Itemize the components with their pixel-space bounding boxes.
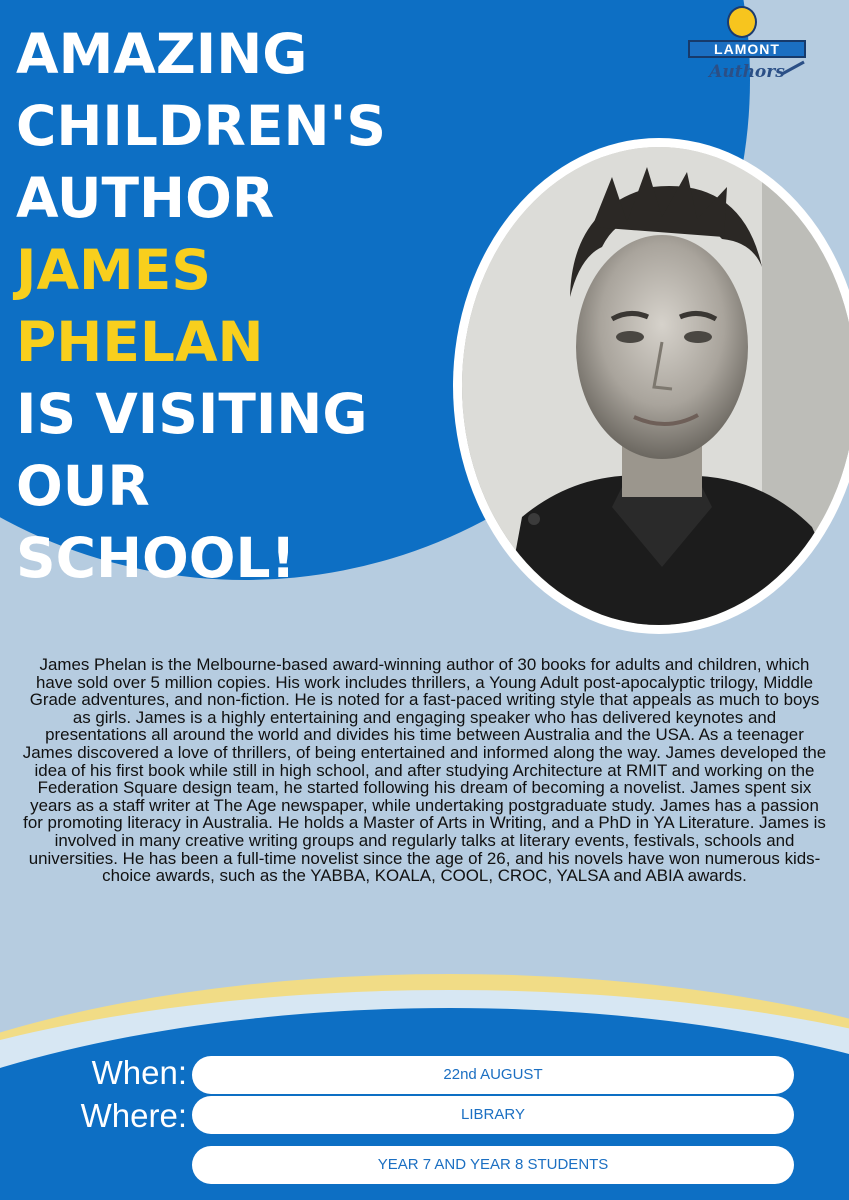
mascot-icon [727,6,757,38]
author-first-name: JAMES [16,238,211,302]
where-label: Where: [80,1097,187,1134]
headline-line-6: SCHOOL! [16,526,296,590]
headline [16,18,386,594]
where-value: LIBRARY [192,1096,794,1134]
when-value: 22nd AUGUST [192,1056,794,1094]
author-portrait [462,147,849,625]
audience-value: YEAR 7 AND YEAR 8 STUDENTS [192,1146,794,1184]
headline-line-3: AUTHOR [16,166,275,230]
logo-brand: LAMONT [714,41,780,57]
headline-line-1: AMAZING [16,22,308,86]
logo-script: Authors [709,62,785,82]
lamont-authors-logo [684,6,810,94]
author-portrait-illustration [462,147,849,625]
headline-line-5: OUR [16,454,150,518]
author-last-name: PHELAN [16,310,264,374]
pencil-icon [780,60,806,76]
headline-line-4: IS VISITING [16,382,368,446]
headline-line-2: CHILDREN'S [16,94,386,158]
when-label: When: [91,1054,187,1091]
author-bio: James Phelan is the Melbourne-based award-winning author of 30 books for adults and children, which have sold over 5 million copies. His work includes thrillers, a Young Adult post-apocalyptic trilogy, Middle Grade adventures, and non-fiction. He is noted for a fast-paced writing style that appeals as much to boys as girls. James is a highly entertaining and engaging speaker who has delivered keynotes and presentations all around the world and divides his time between Australia and the USA. As a teenager James discovered a love of thrillers, of being entertained and informed along the way. James developed the idea of his first book while still in high school, and after studying Architecture at RMIT and working on the Federation Square design team, he started following his dream of becoming a novelist. James spent six years as a staff writer at The Age newspaper, while undertaking postgraduate study. James has a passion for promoting literacy in Australia. He holds a Master of Arts in Writing, and a PhD in YA Literature. James is involved in many creative writing groups and regularly talks at literary events, festivals, schools and universities. He has been a full-time novelist since the age of 26, and his novels have won numerous kids-choice awards, such as the YABBA, KOALA, COOL, CROC, YALSA and ABIA awards. [22,655,827,886]
